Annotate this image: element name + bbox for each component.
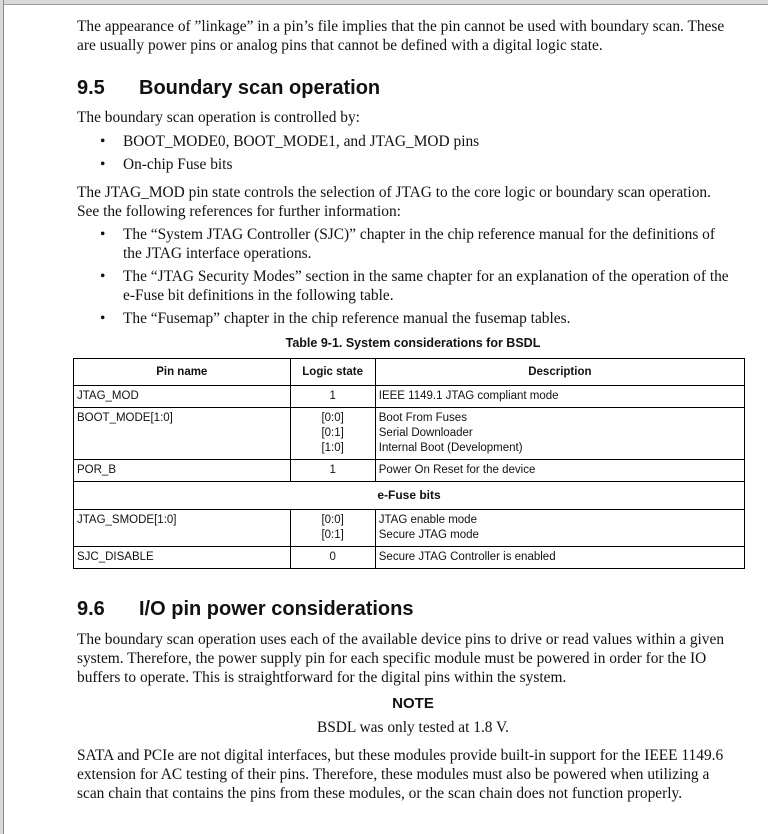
viewer-top-border xyxy=(0,0,768,5)
cell-logic-state: 0 xyxy=(290,547,375,569)
bullet-icon: • xyxy=(100,226,106,243)
table-row xyxy=(74,547,745,569)
section-number: 9.6 xyxy=(77,598,105,620)
section-96-paragraph xyxy=(77,630,749,687)
cell-description: IEEE 1149.1 JTAG compliant mode xyxy=(375,386,744,408)
list-item-text: The “Fusemap” chapter in the chip reference manual the fusemap tables. xyxy=(123,310,571,327)
list-item-text: e-Fuse bit definitions in the following table. xyxy=(123,287,394,304)
list-item-text: the JTAG interface operations. xyxy=(123,245,312,262)
description-line: JTAG enable mode xyxy=(378,514,477,526)
table-row xyxy=(74,510,745,547)
cell-logic-state xyxy=(290,510,375,547)
paragraph-line: See the following references for further information: xyxy=(77,203,401,220)
intro-line-1: The appearance of ”linkage” in a pin’s file implies that the pin cannot be used with boundary scan. These xyxy=(77,18,725,35)
list-item-text: BOOT_MODE0, BOOT_MODE1, and JTAG_MOD pins xyxy=(123,133,480,150)
cell-pin-name: POR_B xyxy=(74,460,291,482)
cell-pin-name: JTAG_SMODE[1:0] xyxy=(74,510,291,547)
list-item xyxy=(77,155,749,174)
table-row xyxy=(74,408,745,460)
jtag-mod-paragraph xyxy=(77,183,749,221)
bullet-icon: • xyxy=(100,133,106,150)
section-95-lead xyxy=(77,108,749,127)
state-value: [0:0] xyxy=(321,514,344,526)
state-value: [1:0] xyxy=(321,442,344,454)
cell-description xyxy=(375,408,744,460)
paragraph-line: buffers to operate. This is straightforward for the digital pins within the system. xyxy=(77,669,567,686)
list-item xyxy=(77,267,749,305)
paragraph-line: scan chain that contains the pins from these modules, or the scan chain does not function properly. xyxy=(77,785,683,802)
table-section-row xyxy=(74,482,745,510)
final-paragraph xyxy=(77,746,749,803)
paragraph-line: The JTAG_MOD pin state controls the selection of JTAG to the core logic or boundary scan operation. xyxy=(77,184,711,201)
cell-pin-name: JTAG_MOD xyxy=(74,386,291,408)
note-title: NOTE xyxy=(392,695,434,712)
section-heading-9-5 xyxy=(77,76,749,100)
cell-logic-state xyxy=(290,408,375,460)
bullet-icon: • xyxy=(100,268,106,285)
section-heading-9-6 xyxy=(77,597,749,621)
state-value: [0:0] xyxy=(321,412,344,424)
section-title: I/O pin power considerations xyxy=(139,598,414,620)
list-item-text: The “System JTAG Controller (SJC)” chapter in the chip reference manual for the definitions of xyxy=(123,226,715,243)
note-text: BSDL was only tested at 1.8 V. xyxy=(316,719,510,736)
cell-description: Power On Reset for the device xyxy=(375,460,744,482)
state-value: [0:1] xyxy=(321,529,344,541)
header-pin-name: Pin name xyxy=(74,359,291,386)
paragraph-line: system. Therefore, the power supply pin for each specific module must be powered in order for the IO xyxy=(77,650,707,667)
intro-paragraph xyxy=(77,17,749,55)
header-logic-state: Logic state xyxy=(290,359,375,386)
list-item xyxy=(77,309,749,328)
cell-description: Secure JTAG Controller is enabled xyxy=(375,547,744,569)
paragraph-line: SATA and PCIe are not digital interfaces, but these modules provide built-in support for the IEEE 1149.6 xyxy=(77,747,724,764)
section-number: 9.5 xyxy=(77,77,105,99)
list-item-text: The “JTAG Security Modes” section in the same chapter for an explanation of the operation of the xyxy=(123,268,729,285)
cell-logic-state: 1 xyxy=(290,386,375,408)
header-description: Description xyxy=(375,359,744,386)
controls-list xyxy=(77,132,749,174)
list-item-text: On-chip Fuse bits xyxy=(123,156,233,173)
table-caption: Table 9-1. System considerations for BSDL xyxy=(285,336,541,350)
table-row xyxy=(74,460,745,482)
description-line: Boot From Fuses xyxy=(378,412,467,424)
list-item xyxy=(77,225,749,263)
description-line: Internal Boot (Development) xyxy=(378,442,523,454)
paragraph-line: extension for AC testing of their pins. Therefore, these modules must also be powered when utilizing a xyxy=(77,766,710,783)
references-list xyxy=(77,225,749,328)
paragraph-line: The boundary scan operation uses each of the available device pins to drive or read values within a given xyxy=(77,631,725,648)
intro-line-2: are usually power pins or analog pins that cannot be defined with a digital logic state. xyxy=(77,37,603,54)
cell-description xyxy=(375,510,744,547)
list-item xyxy=(77,132,749,151)
bullet-icon: • xyxy=(100,156,106,173)
section-title: Boundary scan operation xyxy=(139,77,381,99)
cell-pin-name: BOOT_MODE[1:0] xyxy=(74,408,291,460)
bullet-icon: • xyxy=(100,310,106,327)
cell-logic-state: 1 xyxy=(290,460,375,482)
viewer-left-border xyxy=(0,0,4,834)
table-header-row xyxy=(74,359,745,386)
lead-text: The boundary scan operation is controlled by: xyxy=(77,109,360,126)
description-line: Serial Downloader xyxy=(378,427,473,439)
cell-pin-name: SJC_DISABLE xyxy=(74,547,291,569)
bsdl-table xyxy=(73,358,745,569)
state-value: [0:1] xyxy=(321,427,344,439)
efuse-section-label: e-Fuse bits xyxy=(74,482,745,510)
table-row xyxy=(74,386,745,408)
description-line: Secure JTAG mode xyxy=(378,529,479,541)
